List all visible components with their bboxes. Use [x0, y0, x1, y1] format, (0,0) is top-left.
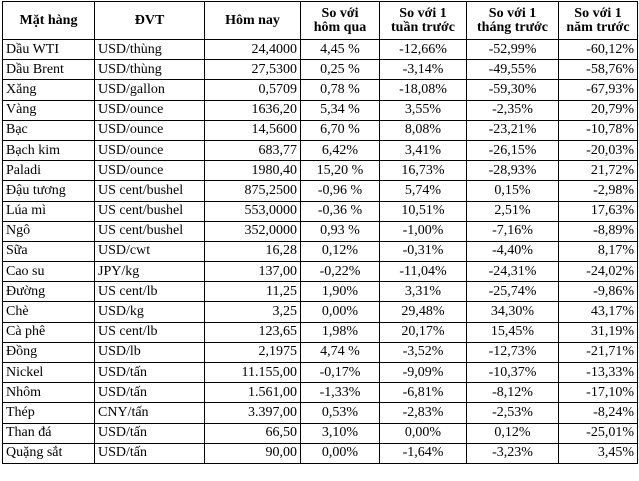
cell-vs-year: -13,33% [559, 363, 638, 383]
cell-vs-yesterday: -0,17% [301, 363, 380, 383]
cell-vs-yesterday: 0,00% [301, 443, 380, 463]
cell-unit: USD/tấn [95, 423, 205, 443]
cell-unit: USD/tấn [95, 443, 205, 463]
cell-unit: US cent/bushel [95, 181, 205, 201]
commodity-price-table [2, 1, 638, 464]
cell-vs-year: 31,19% [559, 322, 638, 342]
cell-vs-month: -23,21% [467, 120, 559, 140]
header-today: Hôm nay [205, 2, 301, 40]
cell-item: Đường [3, 282, 95, 302]
cell-vs-yesterday: 0,00% [301, 302, 380, 322]
cell-today: 352,0000 [205, 221, 301, 241]
cell-vs-week: 20,17% [380, 322, 467, 342]
cell-vs-year: 21,72% [559, 161, 638, 181]
table-row [3, 383, 638, 403]
cell-vs-week: -2,83% [380, 403, 467, 423]
cell-vs-year: -8,89% [559, 221, 638, 241]
table-row [3, 161, 638, 181]
cell-vs-year: -24,02% [559, 262, 638, 282]
table-row [3, 221, 638, 241]
cell-vs-week: 29,48% [380, 302, 467, 322]
cell-today: 0,5709 [205, 80, 301, 100]
cell-today: 16,28 [205, 241, 301, 261]
cell-today: 1980,40 [205, 161, 301, 181]
table-row [3, 443, 638, 463]
cell-vs-yesterday: 15,20 % [301, 161, 380, 181]
cell-vs-week: 8,08% [380, 120, 467, 140]
cell-vs-month: -26,15% [467, 140, 559, 160]
cell-vs-yesterday: -0,22% [301, 262, 380, 282]
cell-vs-yesterday: -0,96 % [301, 181, 380, 201]
cell-unit: USD/ounce [95, 100, 205, 120]
cell-vs-yesterday: 0,25 % [301, 60, 380, 80]
cell-vs-month: -8,12% [467, 383, 559, 403]
header-unit: ĐVT [95, 2, 205, 40]
cell-today: 683,77 [205, 140, 301, 160]
cell-vs-month: -2,53% [467, 403, 559, 423]
cell-unit: USD/lb [95, 342, 205, 362]
cell-today: 1636,20 [205, 100, 301, 120]
cell-vs-month: -49,55% [467, 60, 559, 80]
cell-today: 1.561,00 [205, 383, 301, 403]
cell-item: Bạc [3, 120, 95, 140]
cell-vs-week: 5,74% [380, 181, 467, 201]
cell-vs-month: -25,74% [467, 282, 559, 302]
cell-vs-year: -67,93% [559, 80, 638, 100]
cell-today: 875,2500 [205, 181, 301, 201]
header-item: Mặt hàng [3, 2, 95, 40]
cell-item: Thép [3, 403, 95, 423]
cell-vs-week: -18,08% [380, 80, 467, 100]
cell-vs-year: -9,86% [559, 282, 638, 302]
cell-today: 3.397,00 [205, 403, 301, 423]
cell-vs-year: 20,79% [559, 100, 638, 120]
cell-today: 11.155,00 [205, 363, 301, 383]
cell-item: Sữa [3, 241, 95, 261]
cell-vs-year: 3,45% [559, 443, 638, 463]
header-vs-week: So với 1 tuần trước [380, 2, 467, 40]
cell-vs-year: -58,76% [559, 60, 638, 80]
cell-vs-week: 3,41% [380, 140, 467, 160]
table-row [3, 282, 638, 302]
cell-item: Paladi [3, 161, 95, 181]
cell-vs-month: -12,73% [467, 342, 559, 362]
cell-vs-month: -4,40% [467, 241, 559, 261]
cell-vs-year: -25,01% [559, 423, 638, 443]
header-vs-yesterday: So với hôm qua [301, 2, 380, 40]
cell-vs-week: -9,09% [380, 363, 467, 383]
cell-vs-month: 0,15% [467, 181, 559, 201]
cell-today: 2,1975 [205, 342, 301, 362]
cell-unit: USD/gallon [95, 80, 205, 100]
cell-vs-year: 17,63% [559, 201, 638, 221]
cell-vs-week: -11,04% [380, 262, 467, 282]
cell-vs-month: 34,30% [467, 302, 559, 322]
cell-unit: JPY/kg [95, 262, 205, 282]
cell-vs-year: 8,17% [559, 241, 638, 261]
cell-item: Quặng sắt [3, 443, 95, 463]
cell-today: 24,4000 [205, 40, 301, 60]
cell-item: Đậu tương [3, 181, 95, 201]
header-vs-year: So với 1 năm trước [559, 2, 638, 40]
cell-vs-yesterday: 1,98% [301, 322, 380, 342]
table-row [3, 363, 638, 383]
cell-unit: USD/ounce [95, 140, 205, 160]
cell-unit: USD/kg [95, 302, 205, 322]
table-row [3, 80, 638, 100]
table-row [3, 201, 638, 221]
cell-today: 137,00 [205, 262, 301, 282]
cell-vs-year: -2,98% [559, 181, 638, 201]
table-row [3, 403, 638, 423]
cell-item: Xăng [3, 80, 95, 100]
cell-today: 123,65 [205, 322, 301, 342]
cell-today: 27,5300 [205, 60, 301, 80]
cell-unit: USD/cwt [95, 241, 205, 261]
cell-unit: USD/tấn [95, 363, 205, 383]
cell-item: Chè [3, 302, 95, 322]
table-row [3, 423, 638, 443]
header-vs-month: So với 1 tháng trước [467, 2, 559, 40]
table-row [3, 120, 638, 140]
cell-unit: USD/ounce [95, 161, 205, 181]
cell-vs-month: -28,93% [467, 161, 559, 181]
cell-vs-year: -8,24% [559, 403, 638, 423]
cell-vs-week: 3,55% [380, 100, 467, 120]
cell-vs-year: -10,78% [559, 120, 638, 140]
cell-vs-yesterday: -1,33% [301, 383, 380, 403]
cell-vs-month: 15,45% [467, 322, 559, 342]
cell-item: Lúa mì [3, 201, 95, 221]
cell-item: Than đá [3, 423, 95, 443]
cell-vs-year: -21,71% [559, 342, 638, 362]
cell-item: Cà phê [3, 322, 95, 342]
cell-item: Bạch kim [3, 140, 95, 160]
header-row [3, 2, 638, 40]
cell-vs-yesterday: 4,45 % [301, 40, 380, 60]
cell-unit: USD/thùng [95, 40, 205, 60]
cell-vs-month: -7,16% [467, 221, 559, 241]
cell-vs-week: -12,66% [380, 40, 467, 60]
cell-vs-month: -2,35% [467, 100, 559, 120]
cell-vs-week: -0,31% [380, 241, 467, 261]
cell-vs-month: -52,99% [467, 40, 559, 60]
cell-vs-month: 2,51% [467, 201, 559, 221]
cell-unit: US cent/bushel [95, 221, 205, 241]
cell-vs-month: -59,30% [467, 80, 559, 100]
cell-today: 3,25 [205, 302, 301, 322]
cell-today: 14,5600 [205, 120, 301, 140]
cell-vs-yesterday: 4,74 % [301, 342, 380, 362]
table-row [3, 40, 638, 60]
cell-vs-week: 0,00% [380, 423, 467, 443]
cell-unit: USD/thùng [95, 60, 205, 80]
cell-vs-yesterday: 5,34 % [301, 100, 380, 120]
cell-vs-yesterday: 0,53% [301, 403, 380, 423]
cell-vs-week: -1,64% [380, 443, 467, 463]
cell-vs-yesterday: 6,70 % [301, 120, 380, 140]
table-body [3, 40, 638, 464]
cell-item: Cao su [3, 262, 95, 282]
cell-vs-week: -6,81% [380, 383, 467, 403]
cell-vs-month: -24,31% [467, 262, 559, 282]
cell-vs-yesterday: 0,78 % [301, 80, 380, 100]
cell-item: Ngô [3, 221, 95, 241]
cell-vs-yesterday: 1,90% [301, 282, 380, 302]
cell-vs-yesterday: 3,10% [301, 423, 380, 443]
cell-vs-yesterday: 6,42% [301, 140, 380, 160]
table-row [3, 262, 638, 282]
table-row [3, 100, 638, 120]
cell-vs-year: -60,12% [559, 40, 638, 60]
table-row [3, 60, 638, 80]
cell-vs-week: 16,73% [380, 161, 467, 181]
cell-unit: US cent/bushel [95, 201, 205, 221]
cell-unit: CNY/tấn [95, 403, 205, 423]
cell-unit: USD/tấn [95, 383, 205, 403]
cell-today: 90,00 [205, 443, 301, 463]
cell-vs-month: 0,12% [467, 423, 559, 443]
cell-vs-week: 3,31% [380, 282, 467, 302]
cell-vs-month: -3,23% [467, 443, 559, 463]
table-row [3, 140, 638, 160]
cell-item: Vàng [3, 100, 95, 120]
cell-vs-week: -3,14% [380, 60, 467, 80]
cell-item: Nickel [3, 363, 95, 383]
cell-item: Dầu WTI [3, 40, 95, 60]
table-row [3, 241, 638, 261]
cell-vs-year: -17,10% [559, 383, 638, 403]
cell-vs-yesterday: -0,36 % [301, 201, 380, 221]
table-row [3, 302, 638, 322]
cell-item: Nhôm [3, 383, 95, 403]
cell-unit: USD/ounce [95, 120, 205, 140]
cell-item: Đồng [3, 342, 95, 362]
table-row [3, 322, 638, 342]
cell-today: 66,50 [205, 423, 301, 443]
cell-vs-month: -10,37% [467, 363, 559, 383]
cell-unit: US cent/lb [95, 282, 205, 302]
cell-vs-yesterday: 0,12% [301, 241, 380, 261]
table-row [3, 342, 638, 362]
cell-today: 553,0000 [205, 201, 301, 221]
cell-today: 11,25 [205, 282, 301, 302]
cell-vs-yesterday: 0,93 % [301, 221, 380, 241]
cell-vs-week: -1,00% [380, 221, 467, 241]
cell-vs-week: 10,51% [380, 201, 467, 221]
cell-vs-year: 43,17% [559, 302, 638, 322]
cell-vs-week: -3,52% [380, 342, 467, 362]
table-row [3, 181, 638, 201]
cell-vs-year: -20,03% [559, 140, 638, 160]
cell-item: Dầu Brent [3, 60, 95, 80]
cell-unit: US cent/lb [95, 322, 205, 342]
